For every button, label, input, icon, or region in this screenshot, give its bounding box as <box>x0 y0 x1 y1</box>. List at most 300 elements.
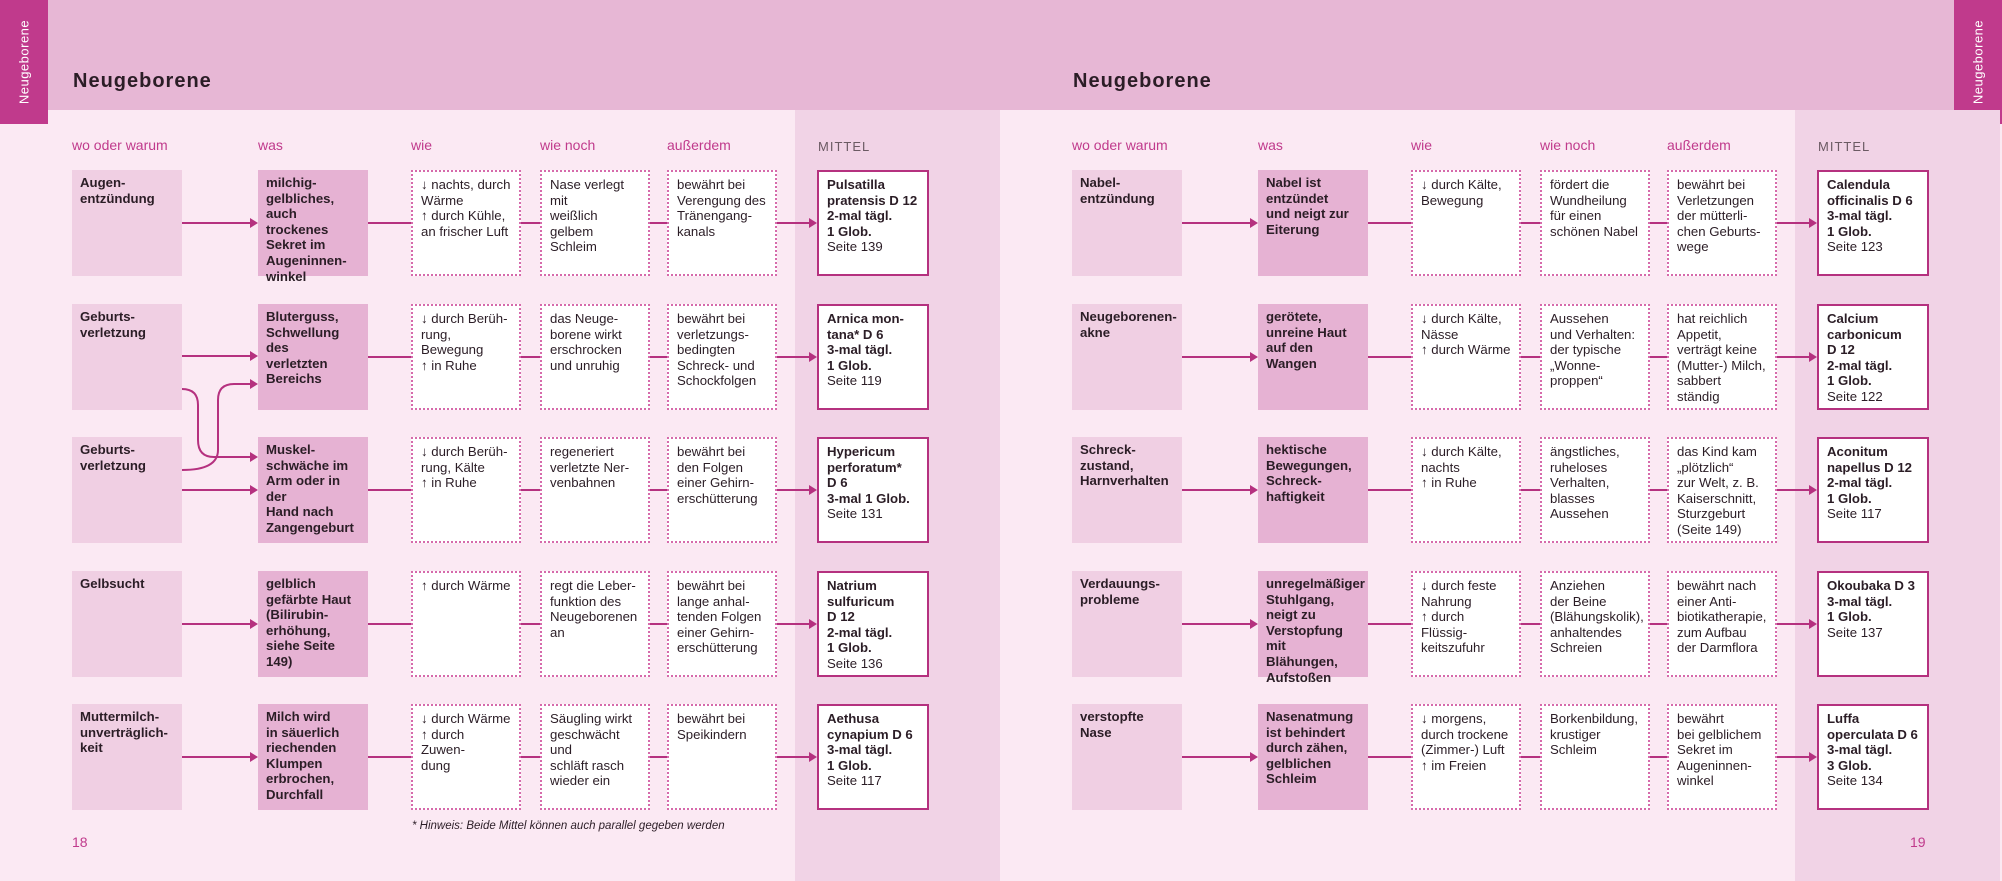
also-line: kanals <box>677 223 716 239</box>
what-line: durch zähen, <box>1266 740 1348 756</box>
also-line: einer Anti- <box>1677 593 1737 609</box>
page-title: Neugeborene <box>1073 70 1212 92</box>
connector-line <box>1368 222 1411 224</box>
what-line: Schreck- <box>1266 473 1322 489</box>
how-more-line: und Verhalten: <box>1550 326 1636 342</box>
column-header: MITTEL <box>818 139 871 154</box>
how-more-line: Nase verlegt mit <box>550 177 625 208</box>
also-cell <box>1667 704 1777 810</box>
cross-connector-arrowhead <box>250 379 258 389</box>
remedy-bold-line: 3-mal tägl. <box>1827 742 1893 758</box>
also-line: tenden Folgen <box>677 609 762 625</box>
also-line: bewährt bei <box>677 578 746 593</box>
what-line: haftigkeit <box>1266 488 1325 504</box>
remedy-cell <box>1817 571 1929 677</box>
how-more-line: Schreien <box>1550 640 1603 656</box>
where-line: unverträglich- <box>80 724 168 740</box>
remedy-name <box>1827 444 1919 506</box>
how-more-cell <box>1540 437 1650 543</box>
what-line: erbrochen, <box>266 771 335 787</box>
how-line: ↑ in Ruhe <box>421 475 477 491</box>
also-line: bewährt <box>1677 711 1724 726</box>
remedy-name <box>1827 711 1919 773</box>
remedy-bold-line: 3-mal tägl. <box>827 742 893 758</box>
what-line: verletzten <box>266 355 328 371</box>
column-header: wo oder warum <box>1072 137 1168 153</box>
connector-line <box>1521 756 1540 758</box>
column-header: was <box>258 137 283 153</box>
where-line: Geburts- <box>80 309 135 324</box>
remedy-cell <box>1817 170 1929 276</box>
how-line: ↓ durch Kälte, <box>1421 444 1502 459</box>
column-header: wie noch <box>1540 137 1596 153</box>
where-cell <box>1072 571 1182 677</box>
chapter-tab-label: Neugeborene <box>16 19 32 105</box>
connector-line <box>1521 623 1540 625</box>
column-header: was <box>1258 137 1283 153</box>
remedy-bold-line: sulfuricum <box>827 593 895 609</box>
where-line: verletzung <box>80 457 146 473</box>
how-more-line: Schleim <box>550 239 597 255</box>
how-line: an frischer Luft <box>421 223 509 239</box>
what-cell <box>1258 170 1368 276</box>
how-more-line: Aussehen <box>1550 506 1609 522</box>
what-line: Hand nach <box>266 504 334 520</box>
also-cell <box>1667 571 1777 677</box>
how-more-line: proppen“ <box>1550 373 1603 389</box>
where-cell <box>1072 437 1182 543</box>
cross-connector-lines <box>0 0 1000 881</box>
what-line: winkel <box>266 268 307 284</box>
also-line: (Seite 149) <box>1677 521 1742 537</box>
how-line: keitszufuhr <box>1421 640 1485 656</box>
where-cell <box>1072 704 1182 810</box>
remedy-page-ref[interactable]: Seite 139 <box>827 239 883 255</box>
how-cell <box>1411 170 1521 276</box>
where-line: Verdauungs- <box>1080 576 1160 591</box>
what-cell <box>1258 704 1368 810</box>
where-line: Nabel- <box>1080 175 1121 190</box>
what-line: mit Blähungen, <box>1266 638 1338 669</box>
remedy-bold-line: operculata D 6 <box>1827 726 1918 742</box>
remedy-bold-line: pratensis D 12 <box>827 192 918 208</box>
also-line: lange anhal- <box>677 593 750 609</box>
how-more-line: krustiger <box>1550 726 1601 742</box>
how-more-line: für einen <box>1550 208 1602 224</box>
remedy-bold-line: Calendula <box>1827 177 1891 192</box>
what-cell <box>1258 437 1368 543</box>
connector-line <box>1182 222 1256 224</box>
also-line: verträgt keine <box>1677 342 1757 358</box>
remedy-bold-line: Aconitum <box>1827 444 1888 459</box>
how-more-line: regt die Leber- <box>550 578 636 593</box>
how-line: ↑ durch Flüssig- <box>1421 609 1468 640</box>
cross-connector-arrowhead <box>250 452 258 462</box>
connector-line <box>1182 756 1256 758</box>
remedy-bold-line: 1 Glob. <box>827 357 872 373</box>
how-more-line: borene wirkt <box>550 326 622 342</box>
what-line: Schleim <box>1266 771 1317 787</box>
page-number: 19 <box>1910 834 1926 850</box>
what-line: 149) <box>266 653 293 669</box>
where-line: Augen- <box>80 175 126 190</box>
how-more-line: blasses <box>1550 490 1595 506</box>
where-line: entzündung <box>80 190 155 206</box>
what-line: gelbliches, <box>266 190 335 206</box>
connector-arrowhead <box>1809 352 1817 362</box>
what-line: hektische <box>1266 442 1327 457</box>
remedy-cell <box>1817 304 1929 410</box>
remedy-bold-line: 2-mal tägl. <box>1827 475 1893 491</box>
remedy-page-ref[interactable]: Seite 117 <box>827 773 882 789</box>
how-more-line: Neugeborenen <box>550 609 638 625</box>
how-line: (Zimmer-) Luft <box>1421 742 1505 758</box>
what-line: Bewegungen, <box>1266 457 1352 473</box>
how-more-line: schläft rasch <box>550 757 625 773</box>
connector-arrowhead <box>1250 752 1258 762</box>
page-number: 18 <box>72 834 88 850</box>
how-line: ↓ nachts, durch <box>421 177 511 192</box>
remedy-page-ref[interactable]: Seite 136 <box>827 655 883 671</box>
also-line: erschütterung <box>677 490 758 506</box>
also-line: hat reichlich <box>1677 311 1748 326</box>
chapter-tab-label: Neugeborene <box>1970 19 1986 105</box>
connector-line <box>1182 489 1256 491</box>
what-line: gefärbte Haut <box>266 591 351 607</box>
how-more-line: Wundheilung <box>1550 192 1627 208</box>
column-header: wo oder warum <box>72 137 168 153</box>
also-line: bewährt bei <box>1677 177 1746 192</box>
where-line: Schreck- <box>1080 442 1136 457</box>
how-line: rung, Kälte <box>421 459 485 475</box>
how-cell <box>1411 704 1521 810</box>
what-line: siehe Seite <box>266 638 335 654</box>
also-line: bewährt bei <box>677 444 746 459</box>
remedy-page-ref[interactable]: Seite 122 <box>1827 388 1883 404</box>
what-line: Aufstoßen <box>1266 669 1332 685</box>
connector-line <box>1368 623 1411 625</box>
what-line: Augeninnen- <box>266 252 347 268</box>
how-line: Nässe <box>1421 326 1459 342</box>
how-line: ↑ durch Zuwen- <box>421 726 465 758</box>
what-line: Arm oder in der <box>266 473 341 504</box>
what-line: Milch wird <box>266 709 331 724</box>
also-line: bewährt bei <box>677 177 746 192</box>
how-more-line: regeneriert <box>550 444 614 459</box>
what-line: Stuhlgang, <box>1266 591 1335 607</box>
how-more-line: fördert die <box>1550 177 1610 192</box>
where-line: verletzung <box>80 324 146 340</box>
what-line: milchig- <box>266 175 317 190</box>
what-line: Zangengeburt <box>266 519 354 535</box>
remedy-cell <box>1817 437 1929 543</box>
also-line: Kaiserschnitt, <box>1677 490 1757 506</box>
remedy-bold-line: Okoubaka D 3 <box>1827 578 1915 593</box>
remedy-name <box>1827 578 1919 625</box>
what-line: Nasenatmung <box>1266 709 1354 724</box>
how-more-line: der Beine <box>1550 593 1607 609</box>
connector-arrowhead <box>1250 218 1258 228</box>
connector-line <box>1368 356 1411 358</box>
how-line: ↑ durch Wärme <box>1421 342 1511 358</box>
how-line: Bewegung <box>1421 192 1484 208</box>
also-line: „plötzlich“ <box>1677 459 1734 475</box>
how-more-line: Anziehen <box>1550 578 1605 593</box>
remedy-bold-line: 2-mal tägl. <box>827 208 893 224</box>
where-line: zustand, <box>1080 457 1134 473</box>
also-cell <box>1667 304 1777 410</box>
how-line: ↓ durch Berüh- <box>421 311 508 326</box>
also-line: biotikatherapie, <box>1677 609 1767 625</box>
where-line: Gelbsucht <box>80 576 145 591</box>
how-more-line: funktion des <box>550 593 622 609</box>
what-line: (Bilirubin- <box>266 607 329 623</box>
how-more-line: wieder ein <box>550 773 611 789</box>
where-cell <box>1072 304 1182 410</box>
what-cell <box>1258 304 1368 410</box>
what-line: Bluterguss, <box>266 309 339 324</box>
remedy-name <box>1827 177 1919 239</box>
where-line: Neugeborenen- <box>1080 309 1177 324</box>
how-more-line: ruheloses <box>1550 459 1608 475</box>
how-line: ↑ durch Wärme <box>421 578 511 593</box>
how-line: Wärme <box>421 192 464 208</box>
also-line: bewährt nach <box>1677 578 1757 593</box>
remedy-bold-line: 2-mal tägl. <box>1827 357 1893 373</box>
connector-line <box>1368 489 1411 491</box>
column-header: außerdem <box>667 137 731 153</box>
also-line: bei gelblichem <box>1677 726 1762 742</box>
connector-line <box>1182 623 1256 625</box>
also-line: wege <box>1677 239 1709 255</box>
also-line: der Darmflora <box>1677 640 1758 656</box>
remedy-bold-line: napellus D 12 <box>1827 459 1913 475</box>
also-line: verletzungs- <box>677 326 749 342</box>
connector-line <box>1521 222 1540 224</box>
remedy-bold-line: D 6 <box>827 475 848 491</box>
also-line: zur Welt, z. B. <box>1677 475 1759 491</box>
remedy-bold-line: Hypericum <box>827 444 896 459</box>
connector-line <box>1650 356 1667 358</box>
what-line: schwäche im <box>266 457 349 473</box>
what-line: gerötete, <box>1266 309 1322 324</box>
how-line: ↓ durch Kälte, <box>1421 177 1502 192</box>
where-line: Geburts- <box>80 442 135 457</box>
how-more-line: Säugling wirkt <box>550 711 633 726</box>
also-line: Appetit, <box>1677 326 1722 342</box>
where-line: akne <box>1080 324 1111 340</box>
remedy-bold-line: D 12 <box>1827 342 1855 358</box>
connector-arrowhead <box>1809 752 1817 762</box>
what-line: entzündet <box>1266 190 1329 206</box>
what-line: Eiterung <box>1266 221 1320 237</box>
connector-line <box>1650 222 1667 224</box>
right-page <box>1000 0 2000 881</box>
also-line: einer Gehirn- <box>677 475 754 491</box>
how-more-cell <box>1540 571 1650 677</box>
remedy-bold-line: 1 Glob. <box>827 223 872 239</box>
footnote: * Hinweis: Beide Mittel können auch parallel gegeben werden <box>412 820 725 832</box>
remedy-bold-line: tana* D 6 <box>827 326 884 342</box>
how-line: ↓ durch Kälte, <box>1421 311 1502 326</box>
how-more-cell <box>1540 304 1650 410</box>
header-band <box>1000 0 1954 110</box>
how-more-line: venbahnen <box>550 475 616 491</box>
how-more-line: erschrocken <box>550 342 622 358</box>
how-more-cell <box>1540 170 1650 276</box>
how-cell <box>1411 304 1521 410</box>
remedy-bold-line: 1 Glob. <box>1827 223 1872 239</box>
left-page <box>0 0 1000 881</box>
also-line: winkel <box>1677 773 1714 789</box>
also-line: bedingten <box>677 342 735 358</box>
how-more-line: schönen Nabel <box>1550 223 1638 239</box>
what-line: Verstopfung <box>1266 622 1343 638</box>
connector-line <box>1650 623 1667 625</box>
remedy-bold-line: 3-mal tägl. <box>1827 208 1893 224</box>
what-line: Bereichs <box>266 371 322 387</box>
also-line: Augeninnen- <box>1677 757 1752 773</box>
how-line: ↓ durch Berüh- <box>421 444 508 459</box>
also-line: Verengung des <box>677 192 766 208</box>
what-line: Schwellung des <box>266 324 340 356</box>
how-more-line: (Blähungskolik), <box>1550 609 1644 625</box>
what-line: auf den <box>1266 340 1313 356</box>
how-line: rung, Bewegung <box>421 326 484 358</box>
also-cell <box>1667 437 1777 543</box>
where-line: keit <box>80 740 103 756</box>
remedy-bold-line: 1 Glob. <box>1827 609 1872 625</box>
also-line: Schreck- und <box>677 357 755 373</box>
how-more-line: geschwächt und <box>550 726 620 758</box>
also-line: ständig <box>1677 388 1720 404</box>
where-line: Muttermilch- <box>80 709 160 724</box>
also-line: Tränengang- <box>677 208 753 224</box>
remedy-page-ref[interactable]: Seite 131 <box>827 506 883 522</box>
how-more-line: verletzte Ner- <box>550 459 630 475</box>
how-more-line: Aussehen <box>1550 311 1609 326</box>
also-line: einer Gehirn- <box>677 624 754 640</box>
also-line: Sturzgeburt <box>1677 506 1746 522</box>
how-line: durch trockene <box>1421 726 1509 742</box>
how-line: ↓ durch feste <box>1421 578 1497 593</box>
remedy-bold-line: 1 Glob. <box>827 757 872 773</box>
also-line: den Folgen <box>677 459 743 475</box>
chapter-tab[interactable] <box>1954 0 2002 124</box>
remedy-page-ref[interactable]: Seite 119 <box>827 373 882 389</box>
how-line: ↓ durch Wärme <box>421 711 511 726</box>
also-line: bewährt bei <box>677 711 746 726</box>
also-line: erschütterung <box>677 640 758 656</box>
what-line: gelblichen <box>1266 755 1332 771</box>
also-line: Schockfolgen <box>677 373 757 389</box>
what-line: ist behindert <box>1266 724 1346 740</box>
how-more-line: Borkenbildung, <box>1550 711 1638 726</box>
how-line: ↑ in Ruhe <box>421 357 477 373</box>
what-line: riechenden <box>266 740 337 756</box>
how-cell <box>1411 437 1521 543</box>
column-header: wie <box>411 137 433 153</box>
column-header: wie noch <box>540 137 596 153</box>
how-line: ↓ morgens, <box>1421 711 1487 726</box>
how-line: ↑ durch Kühle, <box>421 208 506 224</box>
remedy-bold-line: perforatum* <box>827 459 902 475</box>
what-line: neigt zu <box>1266 607 1316 623</box>
what-line: Muskel- <box>266 442 316 457</box>
what-line: Klumpen <box>266 755 323 771</box>
what-line: Nabel ist <box>1266 175 1321 190</box>
also-line: sabbert <box>1677 373 1721 389</box>
also-line: Sekret im <box>1677 742 1733 758</box>
how-more-cell <box>1540 704 1650 810</box>
how-more-line: weißlich gelbem <box>550 208 598 239</box>
connector-arrowhead <box>1250 352 1258 362</box>
where-cell <box>1072 170 1182 276</box>
remedy-bold-line: Aethusa <box>827 711 880 726</box>
connector-arrowhead <box>1250 619 1258 629</box>
remedy-bold-line: officinalis D 6 <box>1827 192 1913 208</box>
how-line: nachts <box>1421 459 1460 475</box>
connector-line <box>1521 489 1540 491</box>
connector-arrowhead <box>1809 619 1817 629</box>
connector-line <box>1368 756 1411 758</box>
what-line: unreine Haut <box>1266 324 1347 340</box>
remedy-page-ref[interactable]: Seite 134 <box>1827 773 1883 789</box>
what-line: Durchfall <box>266 786 324 802</box>
where-line: verstopfte Nase <box>1080 709 1144 740</box>
how-more-line: „Wonne- <box>1550 357 1601 373</box>
how-more-line: an <box>550 624 565 640</box>
remedy-page-ref[interactable]: Seite 117 <box>1827 506 1882 522</box>
connector-line <box>1521 356 1540 358</box>
remedy-bold-line: 1 Glob. <box>1827 490 1872 506</box>
connector-line <box>1650 756 1667 758</box>
where-line: entzündung <box>1080 190 1155 206</box>
connector-arrowhead <box>1250 485 1258 495</box>
how-more-line: und unruhig <box>550 357 620 373</box>
remedy-bold-line: Luffa <box>1827 711 1860 726</box>
remedy-bold-line: Pulsatilla <box>827 177 885 192</box>
connector-line <box>1182 356 1256 358</box>
what-line: Sekret im <box>266 237 326 253</box>
how-more-line: ängstliches, <box>1550 444 1620 459</box>
how-line: ↑ in Ruhe <box>1421 475 1477 491</box>
remedy-page-ref[interactable]: Seite 137 <box>1827 624 1883 640</box>
remedy-bold-line: Calcium <box>1827 311 1879 326</box>
remedy-name <box>1827 311 1919 389</box>
what-cell <box>1258 571 1368 685</box>
what-line: und neigt zur <box>1266 206 1349 222</box>
also-line: der mütterli- <box>1677 208 1748 224</box>
what-line: Wangen <box>1266 355 1317 371</box>
what-line: in säuerlich <box>266 724 340 740</box>
remedy-bold-line: 1 Glob. <box>827 640 872 656</box>
connector-arrowhead <box>1809 485 1817 495</box>
what-line: gelblich <box>266 576 316 591</box>
remedy-bold-line: 3 Glob. <box>1827 757 1872 773</box>
also-line: chen Geburts- <box>1677 223 1761 239</box>
remedy-bold-line: 3-mal tägl. <box>1827 593 1893 609</box>
page-title: Neugeborene <box>73 70 212 92</box>
what-line: unregelmäßiger <box>1266 576 1365 591</box>
how-cell <box>1411 571 1521 677</box>
connector-arrowhead <box>1809 218 1817 228</box>
how-more-line: Verhalten, <box>1550 475 1610 491</box>
remedy-page-ref[interactable]: Seite 123 <box>1827 239 1883 255</box>
how-more-line: Schleim <box>1550 742 1597 758</box>
column-header: außerdem <box>1667 137 1731 153</box>
what-line: auch trockenes <box>266 206 329 237</box>
